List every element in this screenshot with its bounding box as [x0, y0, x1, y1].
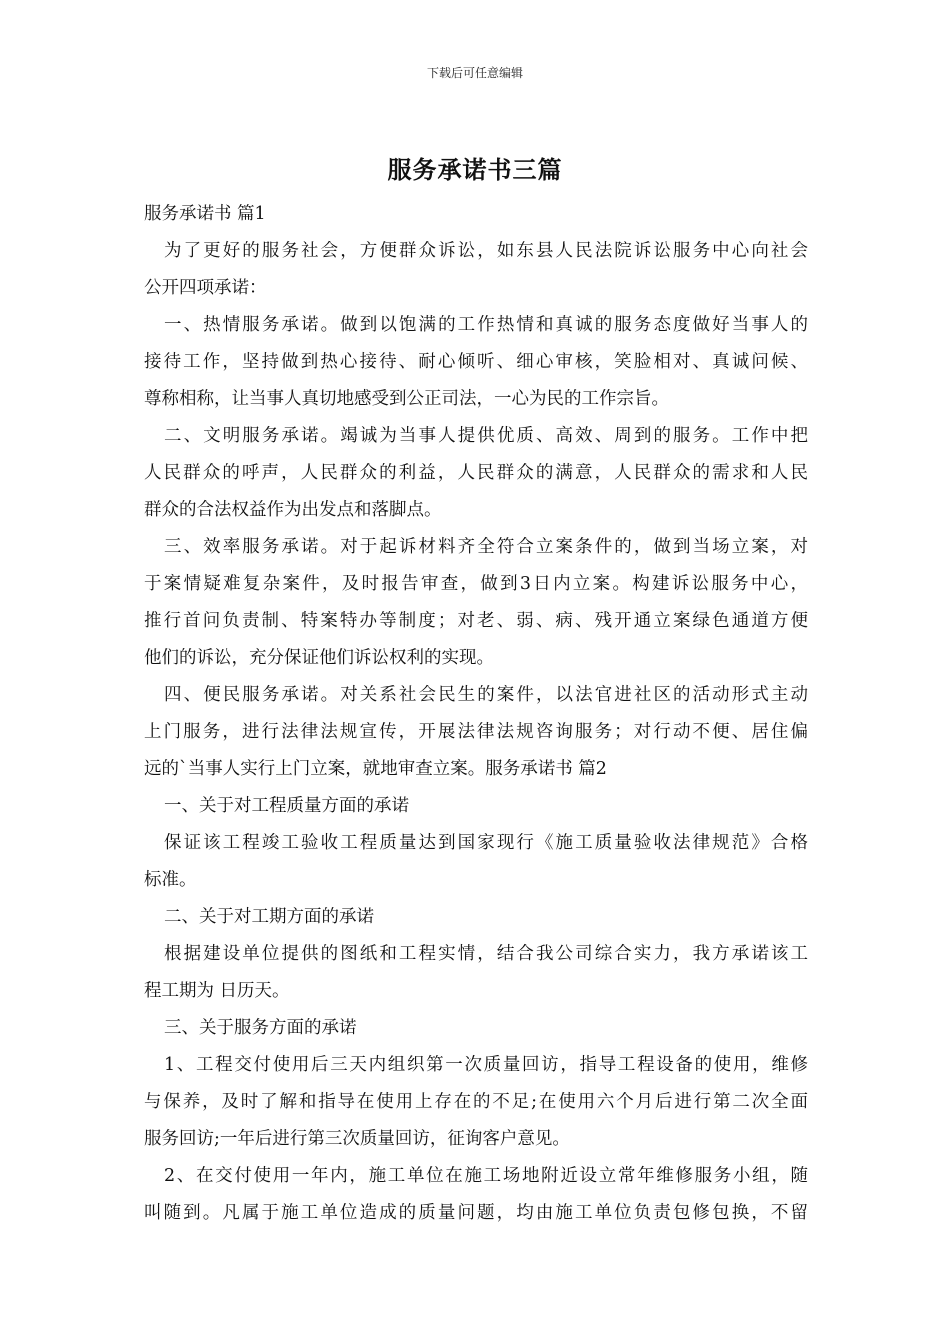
document-body	[144, 196, 808, 1232]
text-line: 叫随到。凡属于施工单位造成的质量问题，均由施工单位负责包修包换，不留	[144, 1203, 808, 1223]
text-line: 推行首问负责制、特案特办等制度；对老、弱、病、残开通立案绿色通道方便	[144, 611, 808, 631]
text-line: 于案情疑难复杂案件，及时报告审查，做到3日内立案。构建诉讼服务中心，	[144, 574, 808, 594]
text-line: 三、效率服务承诺。对于起诉材料齐全符合立案条件的，做到当场立案，对	[164, 537, 808, 557]
text-line: 与保养，及时了解和指导在使用上存在的不足;在使用六个月后进行第二次全面	[144, 1092, 808, 1112]
text-line: 他们的诉讼，充分保证他们诉讼权利的实现。	[144, 648, 494, 668]
text-line: 公开四项承诺：	[144, 278, 267, 298]
text-line: 一、关于对工程质量方面的承诺	[164, 796, 409, 816]
text-line: 1、工程交付使用后三天内组织第一次质量回访，指导工程设备的使用，维修	[164, 1055, 808, 1075]
text-line: 为了更好的服务社会，方便群众诉讼，如东县人民法院诉讼服务中心向社会	[164, 241, 808, 261]
text-line: 上门服务，进行法律法规宣传，开展法律法规咨询服务；对行动不便、居住偏	[144, 722, 808, 742]
text-line: 远的`当事人实行上门立案，就地审查立案。服务承诺书 篇2	[144, 759, 607, 779]
text-line: 二、文明服务承诺。竭诚为当事人提供优质、高效、周到的服务。工作中把	[164, 426, 808, 446]
text-line: 标准。	[144, 870, 197, 890]
text-line: 一、热情服务承诺。做到以饱满的工作热情和真诚的服务态度做好当事人的	[164, 315, 808, 335]
text-line: 群众的合法权益作为出发点和落脚点。	[144, 500, 442, 520]
text-line: 人民群众的呼声，人民群众的利益，人民群众的满意，人民群众的需求和人民	[144, 463, 808, 483]
text-line: 保证该工程竣工验收工程质量达到国家现行《施工质量验收法律规范》合格	[164, 833, 808, 853]
page-header: 下载后可任意编辑	[426, 66, 523, 80]
text-line: 服务回访;一年后进行第三次质量回访，征询客户意见。	[144, 1129, 570, 1149]
text-line: 四、便民服务承诺。对关系社会民生的案件，以法官进社区的活动形式主动	[164, 685, 808, 705]
text-line: 2、在交付使用一年内，施工单位在施工场地附近设立常年维修服务小组，随	[164, 1166, 808, 1186]
text-line: 根据建设单位提供的图纸和工程实情，结合我公司综合实力，我方承诺该工	[164, 944, 808, 964]
text-line: 尊称相称，让当事人真切地感受到公正司法，一心为民的工作宗旨。	[144, 389, 669, 409]
text-line: 二、关于对工期方面的承诺	[164, 907, 374, 927]
text-line: 服务承诺书 篇1	[144, 204, 266, 224]
document-title: 服务承诺书三篇	[387, 155, 563, 184]
text-line: 三、关于服务方面的承诺	[164, 1018, 357, 1038]
text-line: 接待工作，坚持做到热心接待、耐心倾听、细心审核，笑脸相对、真诚问候、	[144, 352, 808, 372]
text-line: 程工期为 日历天。	[144, 981, 290, 1001]
